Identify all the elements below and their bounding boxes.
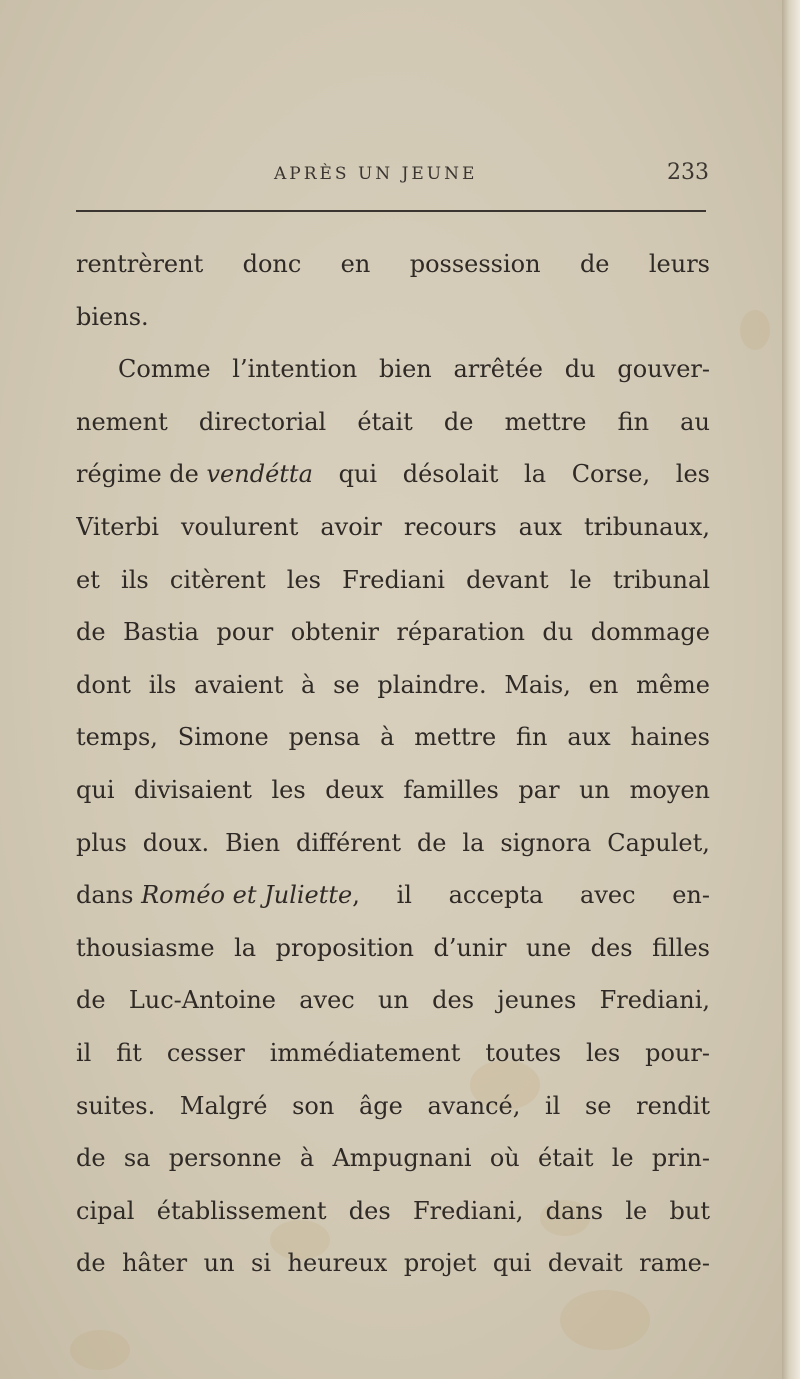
word: un (203, 1249, 235, 1278)
word: signora (500, 828, 592, 857)
word: plus (76, 828, 127, 857)
word: plaindre. (377, 670, 487, 699)
word: du (564, 355, 596, 384)
page-edge (782, 0, 800, 1379)
word: tribunaux, (584, 512, 710, 541)
word: était (538, 1144, 594, 1173)
word: pour (216, 618, 274, 647)
word: il (545, 1091, 561, 1120)
word: à (299, 1144, 315, 1173)
word: Mais, (504, 670, 571, 699)
word: doux. (142, 828, 210, 857)
word: le (611, 1144, 634, 1173)
word: leurs (648, 250, 710, 278)
word: thousiasme (76, 933, 215, 962)
word: cesser (166, 1038, 245, 1067)
word: donc (242, 250, 302, 278)
word: Bastia (123, 618, 199, 647)
word: Malgré (179, 1091, 268, 1120)
text-line (76, 764, 710, 817)
word: une (526, 933, 572, 962)
word: des (348, 1196, 391, 1225)
word: aux (567, 723, 611, 752)
word: le (625, 1196, 648, 1225)
word: des (432, 986, 475, 1015)
word: mettre (414, 723, 497, 752)
word: de (416, 828, 447, 857)
text-line (76, 396, 710, 449)
word: de (579, 250, 610, 278)
word: de (443, 407, 474, 436)
word: les (286, 565, 321, 594)
text-segment: , il accepta avec en- (352, 881, 710, 910)
word: ils (121, 565, 149, 594)
text-line (76, 1027, 710, 1080)
word: toutes (485, 1038, 562, 1067)
page-number: 233 (667, 160, 709, 185)
word: si (251, 1249, 272, 1278)
word: deux (325, 775, 384, 804)
word: rendit (636, 1091, 710, 1120)
word: but (669, 1196, 710, 1225)
word: personne (168, 1144, 282, 1173)
text-line (76, 1132, 710, 1185)
word: Bien (225, 828, 281, 857)
word: recours (403, 512, 497, 541)
text-segment: qui désolait la Corse, les (312, 460, 710, 489)
word: de (76, 1249, 106, 1278)
word: sa (123, 1144, 151, 1173)
word: ils (148, 670, 177, 699)
word: nement (76, 407, 168, 436)
header-rule (76, 210, 706, 212)
word: les (585, 1038, 621, 1067)
text-line (76, 817, 710, 870)
word: immédiatement (269, 1038, 461, 1067)
text-line (76, 711, 710, 764)
word: devait (547, 1249, 623, 1278)
word: pour- (645, 1038, 710, 1067)
word: Comme (118, 355, 211, 384)
word: projet (403, 1249, 477, 1278)
word: cipal (76, 1196, 135, 1225)
word: la (462, 828, 485, 857)
word: l’intention (232, 355, 358, 384)
word: d’unir (433, 933, 507, 962)
word: Frediani, (599, 986, 710, 1015)
text-line (76, 1237, 710, 1290)
word: même (636, 670, 710, 699)
text-line (76, 238, 710, 291)
word: rentrèrent (76, 250, 204, 278)
word: un (377, 986, 409, 1015)
word: établissement (156, 1196, 327, 1225)
word: devant (466, 565, 549, 594)
text-line (76, 659, 710, 712)
word: en (340, 250, 371, 278)
italic-title: vendétta (206, 460, 313, 489)
word: moyen (629, 775, 710, 804)
word: fin (516, 723, 548, 752)
text-segment: biens. (76, 302, 149, 331)
italic-title: Roméo et Juliette (141, 881, 353, 910)
word: se (584, 1091, 612, 1120)
running-title: APRÈS UN JEUNE (274, 164, 478, 184)
running-head (76, 160, 709, 190)
word: divisaient (134, 775, 252, 804)
text-line (76, 974, 710, 1027)
foxing-stain (560, 1290, 650, 1350)
word: Frediani, (412, 1196, 524, 1225)
word: un (579, 775, 611, 804)
word: obtenir (290, 618, 380, 647)
word: citèrent (169, 565, 266, 594)
word: haines (630, 723, 710, 752)
word: proposition (275, 933, 414, 962)
word: où (489, 1144, 520, 1173)
text-line (76, 501, 710, 554)
word: possession (409, 250, 541, 278)
word: qui (76, 775, 115, 804)
word: de (76, 986, 106, 1015)
foxing-stain (70, 1330, 130, 1370)
word: arrêtée (453, 355, 544, 384)
word: de (76, 618, 106, 647)
word: réparation (396, 618, 525, 647)
word: temps, (76, 723, 158, 752)
word: familles (403, 775, 499, 804)
word: et (76, 565, 100, 594)
word: heureux (287, 1249, 388, 1278)
word: au (680, 407, 710, 436)
word: qui (492, 1249, 532, 1278)
text-segment: régime de (76, 460, 207, 489)
word: le (569, 565, 592, 594)
word: aux (518, 512, 562, 541)
text-segment: dans (76, 881, 142, 910)
word: il (76, 1038, 92, 1067)
word: prin- (651, 1144, 710, 1173)
word: avoir (320, 512, 382, 541)
word: gouver- (617, 355, 710, 384)
word: de (76, 1144, 106, 1173)
word: fit (116, 1038, 142, 1067)
word: les (271, 775, 306, 804)
word: Viterbi (76, 512, 159, 541)
text-line (76, 1185, 710, 1238)
body-text (76, 238, 710, 1290)
word: bien (379, 355, 432, 384)
word: Simone (177, 723, 269, 752)
word: filles (652, 933, 710, 962)
word: mettre (504, 407, 587, 436)
word: Capulet, (607, 828, 710, 857)
word: Luc-Antoine (128, 986, 276, 1015)
word: son (292, 1091, 335, 1120)
text-line (76, 554, 710, 607)
word: dans (545, 1196, 604, 1225)
word: la (234, 933, 257, 962)
foxing-stain (740, 310, 770, 350)
word: tribunal (612, 565, 710, 594)
word: en (588, 670, 619, 699)
text-line (76, 606, 710, 659)
text-line (76, 1080, 710, 1133)
word: directorial (198, 407, 327, 436)
word: jeunes (497, 986, 577, 1015)
text-line (76, 448, 710, 501)
word: à (380, 723, 395, 752)
text-line (76, 291, 710, 344)
word: avancé, (427, 1091, 521, 1120)
word: voulurent (180, 512, 299, 541)
word: Frediani (342, 565, 445, 594)
word: avec (299, 986, 355, 1015)
word: à (301, 670, 316, 699)
word: était (357, 407, 413, 436)
text-line (76, 343, 710, 396)
word: rame- (639, 1249, 710, 1278)
word: des (590, 933, 633, 962)
text-line (76, 922, 710, 975)
word: dommage (590, 618, 710, 647)
word: différent (295, 828, 402, 857)
word: âge (358, 1091, 403, 1120)
word: hâter (122, 1249, 188, 1278)
word: se (333, 670, 360, 699)
word: avaient (194, 670, 284, 699)
word: pensa (288, 723, 361, 752)
word: suites. (76, 1091, 156, 1120)
word: Ampugnani (332, 1144, 472, 1173)
word: dont (76, 670, 131, 699)
word: par (518, 775, 560, 804)
text-line (76, 869, 710, 922)
word: fin (617, 407, 650, 436)
word: du (542, 618, 574, 647)
